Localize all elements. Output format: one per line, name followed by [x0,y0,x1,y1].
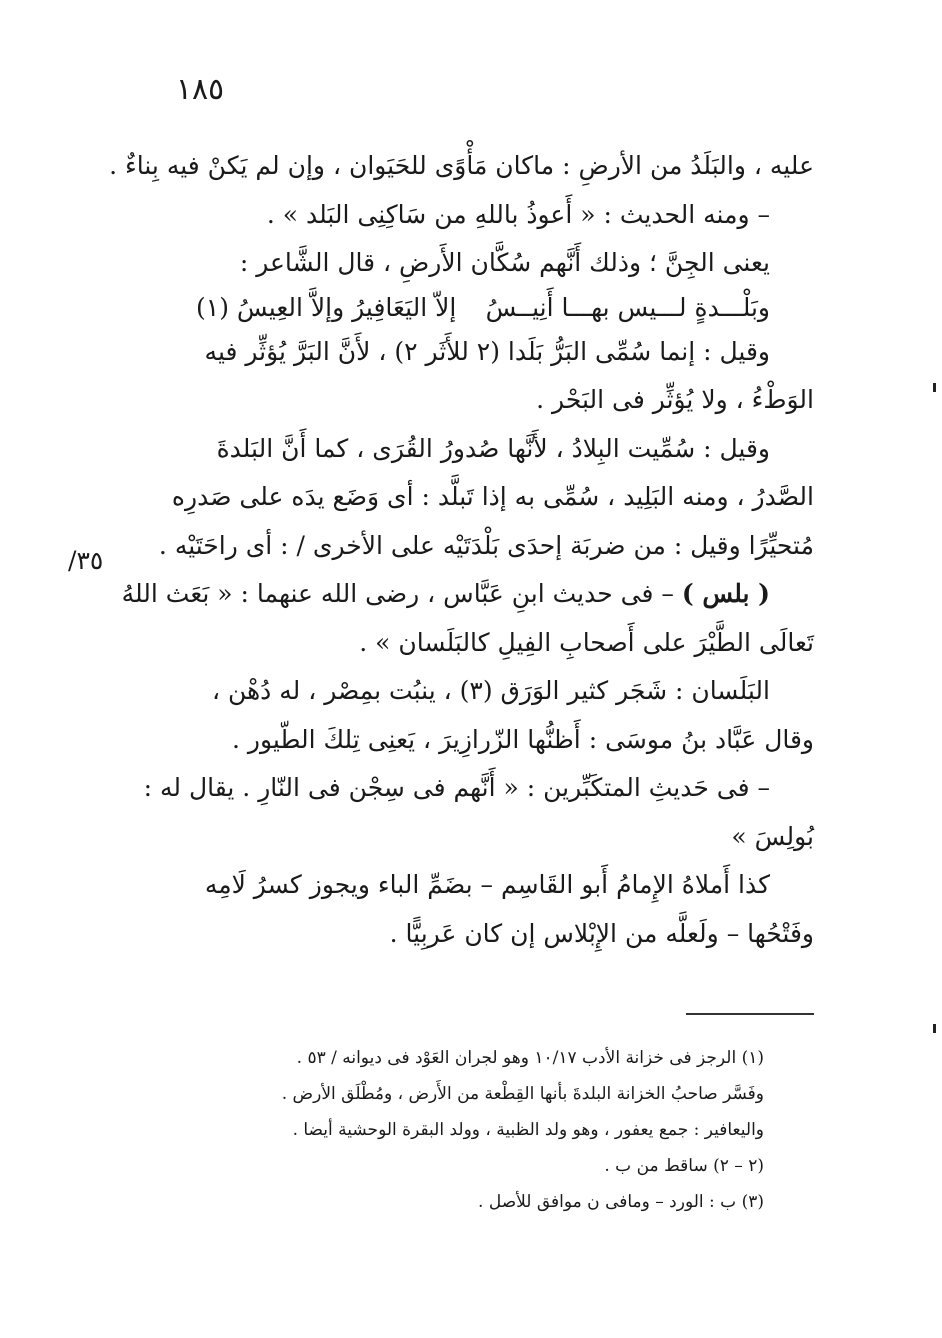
text-line: وفَتْحُها – ولَعلَّه من الإِبْلاس إن كان عَربِيًّا . [389,918,814,948]
edge-mark [933,1024,936,1033]
text-line: عليه ، والبَلَدُ من الأرضِ : ماكان مَأْوًى للحَيَوان ، وإن لم يَكنْ فيه بِناءٌ . [109,151,814,180]
text-line: وقيل : سُمِّيت البِلادُ ، لأَنَّها صُدورُ القُرَى ، كما أَنَّ البَلدةَ [216,433,770,463]
footnotes [154,1040,764,1220]
footnote-line: وفَسَّر صاحبُ الخزانة البلدةَ بأنها القِطْعة من الأَرض ، ومُطْلَق الأرض . [281,1084,764,1104]
footnote-line: واليعافير : جمع يعفور ، وهو ولد الظبية ، وولد البقرة الوحشية أيضا . [292,1120,764,1140]
entry-text: – فى حديث ابنِ عَبَّاس ، رضى الله عنهما : « بَعَث اللهُ [121,579,682,608]
text-line: – فى حَديثِ المتكَبِّرين : « أَنَّهم فى سِجْن فى النّارِ . يقال له : [143,773,770,802]
verse-second-hemistich: إلاّ اليَعَافِيرُ وإلاَّ العِيسُ (١) [196,292,457,322]
text-line: بُولِسَ » [731,821,814,851]
edge-mark [933,383,936,392]
text-line: وقال عَبَّاد بنُ موسَى : أَظنُّها الزّرازِيرَ ، يَعنِى تِلكَ الطّيور . [232,724,814,754]
text-line: الوَطْءُ ، ولا يُؤثِّر فى البَحْر . [536,385,814,414]
footnote-line: (٢ – ٢) ساقط من ب . [604,1156,764,1176]
text-line: كذا أَملاهُ الإِمامُ أَبو القَاسِم – بضَمِّ الباء ويجوز كسرُ لَامِه [204,870,770,899]
manuscript-folio-marker: ٣٥/ [68,546,104,575]
text-line: وقيل : إنما سُمِّى البَرُّ بَلَدا (٢ للأَثَر ٢) ، لأَنَّ البَرَّ يُؤثِّر فيه [204,336,770,366]
footnote-line: (١) الرجز فى خزانة الأدب ١٠/١٧ وهو لجران العَوْد فى ديوانه / ٥٣ . [296,1048,764,1068]
footnote-divider [686,1013,814,1015]
text-line: يعنى الجِنَّ ؛ وذلك أَنَّهم سُكَّان الأَرضِ ، قال الشَّاعر : [239,248,770,277]
text-line: البَلَسان : شَجَر كثير الوَرَق (٣) ، ينبُت بمِصْر ، له دُهْن ، [211,676,770,705]
footnote-line: (٣) ب : الورد – ومافى ن موافق للأصل . [478,1192,764,1212]
text-line: الصَّدرُ ، ومنه البَلِيد ، سُمِّى به إذا تَبلَّد : أى وَضَع يدَه على صَدرِه [171,482,814,511]
page-number: ١٨٥ [175,72,225,107]
main-text [109,142,814,958]
text-line: تَعالَى الطَّيْرَ على أَصحابِ الفِيلِ كالبَلَسان » . [359,627,814,657]
entry-line [121,570,814,619]
poem-verse [124,288,814,328]
verse-first-hemistich: وبَلْـــدةٍ لـــيس بهـــا أَنِيــسُ [485,292,770,322]
text-line: مُتحيِّرًا وقيل : من ضربَة إحدَى بَلْدَتَيْه على الأخرى / : أى راحَتَيْه . [158,530,814,560]
entry-headword: ( بلس ) [681,579,770,608]
text-line: – ومنه الحديث : « أَعوذُ باللهِ من سَاكِنِى البَلد » . [266,199,770,229]
